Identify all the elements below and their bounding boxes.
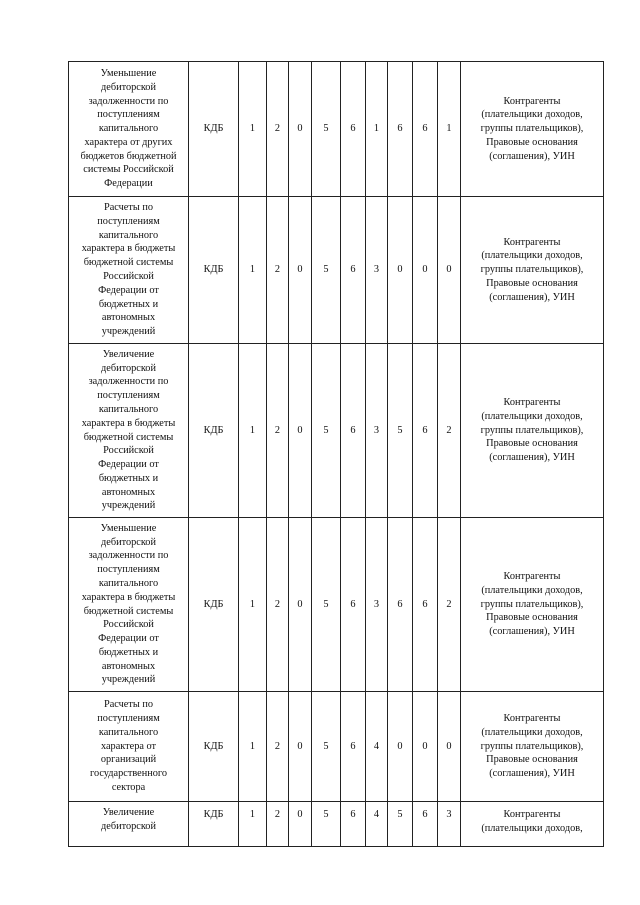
account-digit: 6	[413, 802, 438, 847]
account-digit: 5	[312, 62, 341, 197]
account-digit: 1	[239, 344, 267, 518]
table-row	[69, 692, 604, 802]
account-digit: 1	[239, 197, 267, 344]
account-digit: 4	[366, 802, 388, 847]
account-digit: 6	[341, 344, 366, 518]
account-digit: 3	[366, 197, 388, 344]
account-digit: 0	[289, 62, 312, 197]
account-digit: 2	[267, 692, 289, 802]
account-digit: 6	[388, 518, 413, 692]
account-digit: 1	[366, 62, 388, 197]
account-digit: 1	[239, 62, 267, 197]
analytics-description: Контрагенты (плательщики доходов,	[461, 802, 604, 847]
account-digit: 1	[239, 802, 267, 847]
account-digit: 4	[366, 692, 388, 802]
account-digit: 0	[413, 692, 438, 802]
account-digit: 5	[312, 692, 341, 802]
account-type: КДБ	[189, 197, 239, 344]
account-digit: 2	[267, 344, 289, 518]
account-digit: 0	[289, 692, 312, 802]
account-description: Расчеты по поступлениям капитального характера от организаций государственного сектора	[69, 692, 189, 802]
account-digit: 3	[366, 344, 388, 518]
account-digit: 2	[438, 518, 461, 692]
accounts-table	[68, 61, 604, 847]
account-digit: 5	[388, 802, 413, 847]
analytics-description: Контрагенты (плательщики доходов, группы плательщиков), Правовые основания (соглашения), УИН	[461, 62, 604, 197]
account-digit: 5	[312, 802, 341, 847]
account-digit: 0	[289, 344, 312, 518]
table-row	[69, 518, 604, 692]
account-digit: 6	[388, 62, 413, 197]
account-digit: 1	[438, 62, 461, 197]
account-digit: 6	[413, 518, 438, 692]
account-digit: 3	[366, 518, 388, 692]
account-description: Расчеты по поступлениям капитального характера в бюджеты бюджетной системы Российской Федерации от бюджетных и автономных учреждений	[69, 197, 189, 344]
account-description: Уменьшение дебиторской задолженности по поступлениям капитального характера от других бюджетов бюджетной системы Российской Федерации	[69, 62, 189, 197]
account-digit: 0	[289, 802, 312, 847]
account-digit: 6	[413, 62, 438, 197]
account-digit: 6	[413, 344, 438, 518]
account-digit: 3	[438, 802, 461, 847]
account-digit: 0	[438, 197, 461, 344]
account-digit: 2	[267, 197, 289, 344]
account-digit: 5	[312, 197, 341, 344]
account-type: КДБ	[189, 692, 239, 802]
account-digit: 6	[341, 802, 366, 847]
account-digit: 0	[413, 197, 438, 344]
account-digit: 2	[267, 802, 289, 847]
account-type: КДБ	[189, 344, 239, 518]
table-row	[69, 62, 604, 197]
account-type: КДБ	[189, 518, 239, 692]
account-digit: 1	[239, 518, 267, 692]
analytics-description: Контрагенты (плательщики доходов, группы плательщиков), Правовые основания (соглашения), УИН	[461, 518, 604, 692]
account-digit: 6	[341, 518, 366, 692]
account-type: КДБ	[189, 62, 239, 197]
account-description: Увеличение дебиторской	[69, 802, 189, 847]
account-digit: 0	[438, 692, 461, 802]
analytics-description: Контрагенты (плательщики доходов, группы плательщиков), Правовые основания (соглашения), УИН	[461, 197, 604, 344]
account-digit: 5	[388, 344, 413, 518]
account-digit: 0	[388, 197, 413, 344]
account-digit: 2	[267, 62, 289, 197]
analytics-description: Контрагенты (плательщики доходов, группы плательщиков), Правовые основания (соглашения), УИН	[461, 344, 604, 518]
account-description: Уменьшение дебиторской задолженности по поступлениям капитального характера в бюджеты бюджетной системы Российской Федерации от бюджетных и автономных учреждений	[69, 518, 189, 692]
account-digit: 6	[341, 692, 366, 802]
account-digit: 0	[289, 518, 312, 692]
account-digit: 2	[267, 518, 289, 692]
account-digit: 0	[388, 692, 413, 802]
account-type: КДБ	[189, 802, 239, 847]
account-description: Увеличение дебиторской задолженности по поступлениям капитального характера в бюджеты бюджетной системы Российской Федерации от бюджетных и автономных учреждений	[69, 344, 189, 518]
account-digit: 1	[239, 692, 267, 802]
account-digit: 0	[289, 197, 312, 344]
account-digit: 6	[341, 197, 366, 344]
account-digit: 6	[341, 62, 366, 197]
table-row	[69, 197, 604, 344]
account-digit: 5	[312, 518, 341, 692]
table-row	[69, 802, 604, 847]
analytics-description: Контрагенты (плательщики доходов, группы плательщиков), Правовые основания (соглашения), УИН	[461, 692, 604, 802]
table-row	[69, 344, 604, 518]
account-digit: 2	[438, 344, 461, 518]
account-digit: 5	[312, 344, 341, 518]
